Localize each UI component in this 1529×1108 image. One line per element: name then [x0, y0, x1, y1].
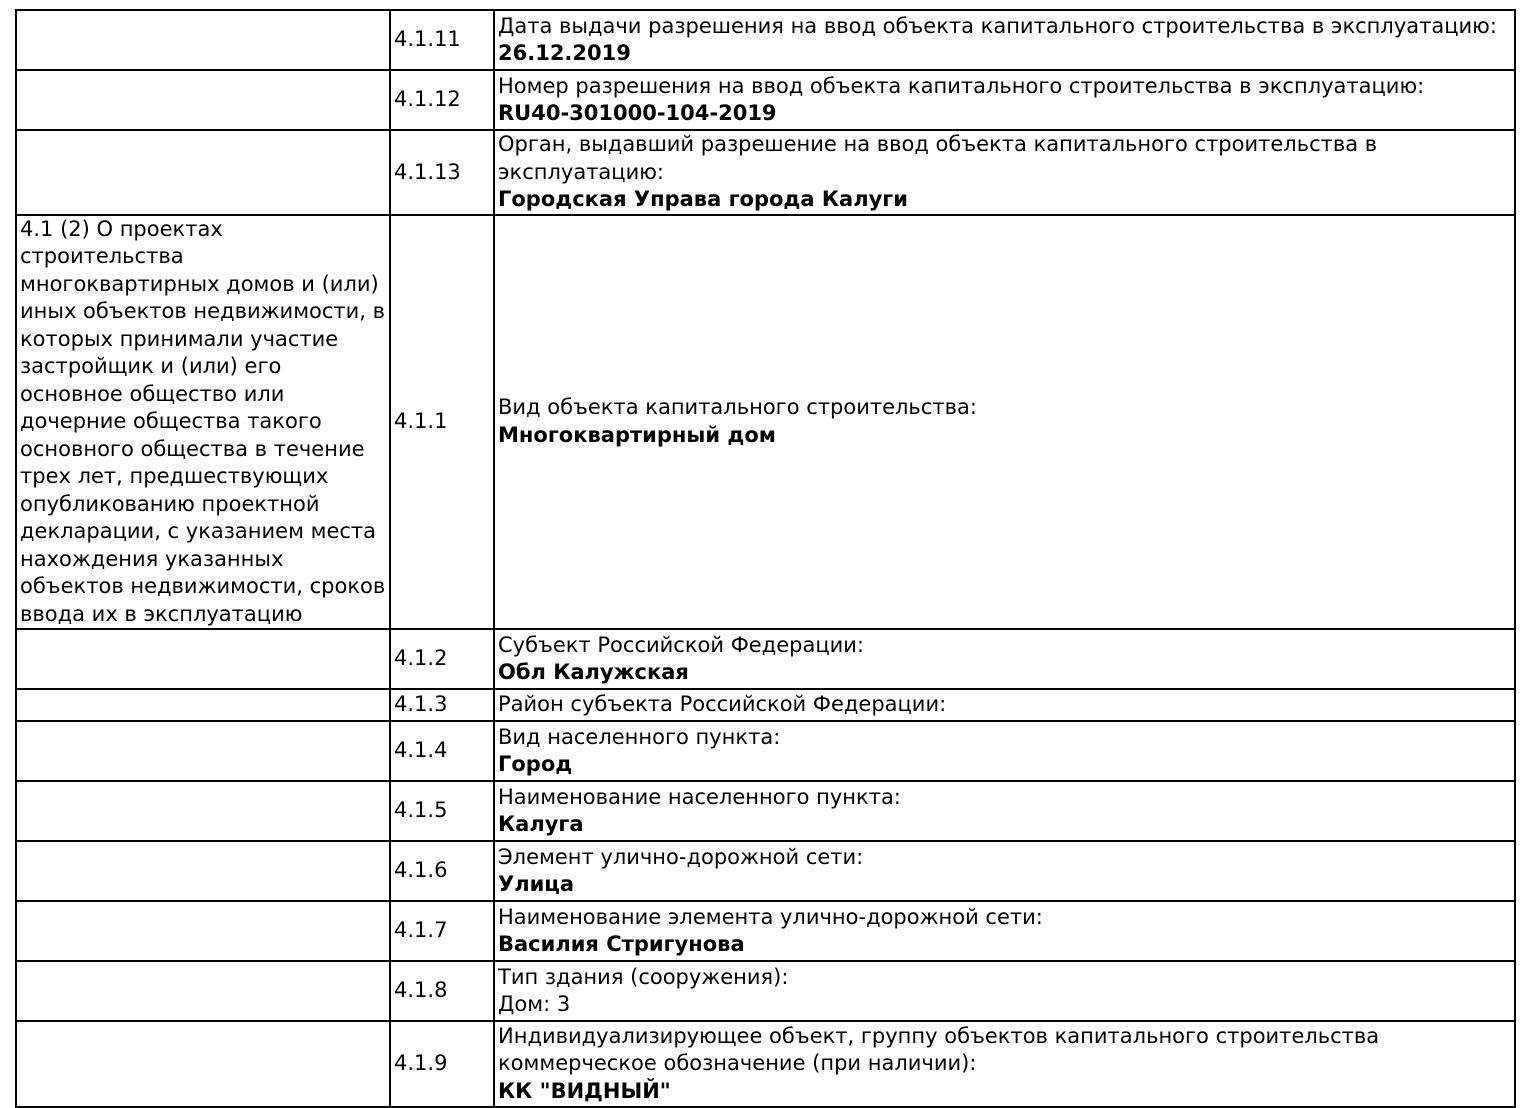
row-label: Район субъекта Российской Федерации: — [498, 692, 947, 717]
row-content — [494, 781, 1515, 841]
row-number: 4.1.2 — [390, 629, 494, 689]
row-label: Наименование населенного пункта: — [498, 784, 901, 809]
row-number: 4.1.12 — [390, 70, 494, 130]
row-number: 4.1.5 — [390, 781, 494, 841]
section-cell — [16, 10, 390, 70]
row-value: Улица — [498, 872, 575, 896]
row-content — [494, 841, 1515, 901]
section-cell — [16, 70, 390, 130]
row-label: Наименование элемента улично-дорожной сети: — [498, 904, 1043, 929]
table-row — [16, 781, 1515, 841]
section-cell — [16, 689, 390, 721]
row-value: RU40-301000-104-2019 — [498, 101, 777, 125]
row-number: 4.1.9 — [390, 1021, 494, 1107]
table-row — [16, 1021, 1515, 1107]
table-row — [16, 130, 1515, 215]
row-content — [494, 901, 1515, 961]
declaration-table — [15, 9, 1516, 1108]
section-heading: 4.1 (2) О проектах строительства многоквартирных домов и (или) иных объектов недвижимости, в которых принимали участие застройщик и (или) его основное общество или дочерние общества такого основного общества в течение трех лет, предшествующих опубликованию проектной декларации, с указанием места нахождения указанных объектов недвижимости, сроков ввода их в эксплуатацию — [16, 215, 390, 630]
row-content — [494, 130, 1515, 215]
row-value: Городская Управа города Калуги — [498, 187, 908, 211]
row-number: 4.1.1 — [390, 215, 494, 630]
row-content — [494, 689, 1515, 721]
section-cell — [16, 841, 390, 901]
row-number: 4.1.4 — [390, 721, 494, 781]
row-label: Тип здания (сооружения): — [498, 964, 789, 989]
row-number: 4.1.6 — [390, 841, 494, 901]
row-content — [494, 10, 1515, 70]
row-label: Субъект Российской Федерации: — [498, 632, 864, 657]
section-cell — [16, 901, 390, 961]
row-label: Вид населенного пункта: — [498, 724, 781, 749]
row-value: Многоквартирный дом — [498, 422, 776, 447]
row-label: Номер разрешения на ввод объекта капитального строительства в эксплуатацию: — [498, 73, 1425, 98]
row-value: Город — [498, 752, 573, 776]
row-value: 26.12.2019 — [498, 41, 631, 65]
table-row — [16, 901, 1515, 961]
row-number: 4.1.8 — [390, 961, 494, 1021]
table-row — [16, 689, 1515, 721]
row-number: 4.1.13 — [390, 130, 494, 215]
row-value: Василия Стригунова — [498, 932, 745, 956]
row-content — [494, 629, 1515, 689]
row-label: Вид объекта капитального строительства: — [498, 395, 977, 420]
row-value: Дом: 3 — [498, 992, 571, 1016]
row-content — [494, 70, 1515, 130]
row-value: Калуга — [498, 812, 584, 836]
row-number: 4.1.3 — [390, 689, 494, 721]
section-cell — [16, 721, 390, 781]
row-content — [494, 1021, 1515, 1107]
table-row — [16, 961, 1515, 1021]
row-number: 4.1.11 — [390, 10, 494, 70]
table-row — [16, 10, 1515, 70]
row-label: Дата выдачи разрешения на ввод объекта капитального строительства в эксплуатацию: — [498, 13, 1497, 38]
row-content — [494, 215, 1515, 630]
row-label: Орган, выдавший разрешение на ввод объекта капитального строительства в эксплуатацию: — [498, 132, 1384, 184]
table-row — [16, 721, 1515, 781]
row-content — [494, 721, 1515, 781]
section-cell — [16, 781, 390, 841]
table-row — [16, 215, 1515, 630]
section-cell — [16, 961, 390, 1021]
table-row — [16, 629, 1515, 689]
row-number: 4.1.7 — [390, 901, 494, 961]
row-value: КК "ВИДНЫЙ" — [498, 1078, 671, 1103]
row-label: Индивидуализирующее объект, группу объектов капитального строительства коммерческое обозначение (при наличии): — [498, 1023, 1386, 1076]
row-value: Обл Калужская — [498, 660, 689, 684]
row-content — [494, 961, 1515, 1021]
row-label: Элемент улично-дорожной сети: — [498, 844, 864, 869]
table-row — [16, 841, 1515, 901]
section-cell — [16, 1021, 390, 1107]
section-cell — [16, 130, 390, 215]
section-cell — [16, 629, 390, 689]
table-row — [16, 70, 1515, 130]
